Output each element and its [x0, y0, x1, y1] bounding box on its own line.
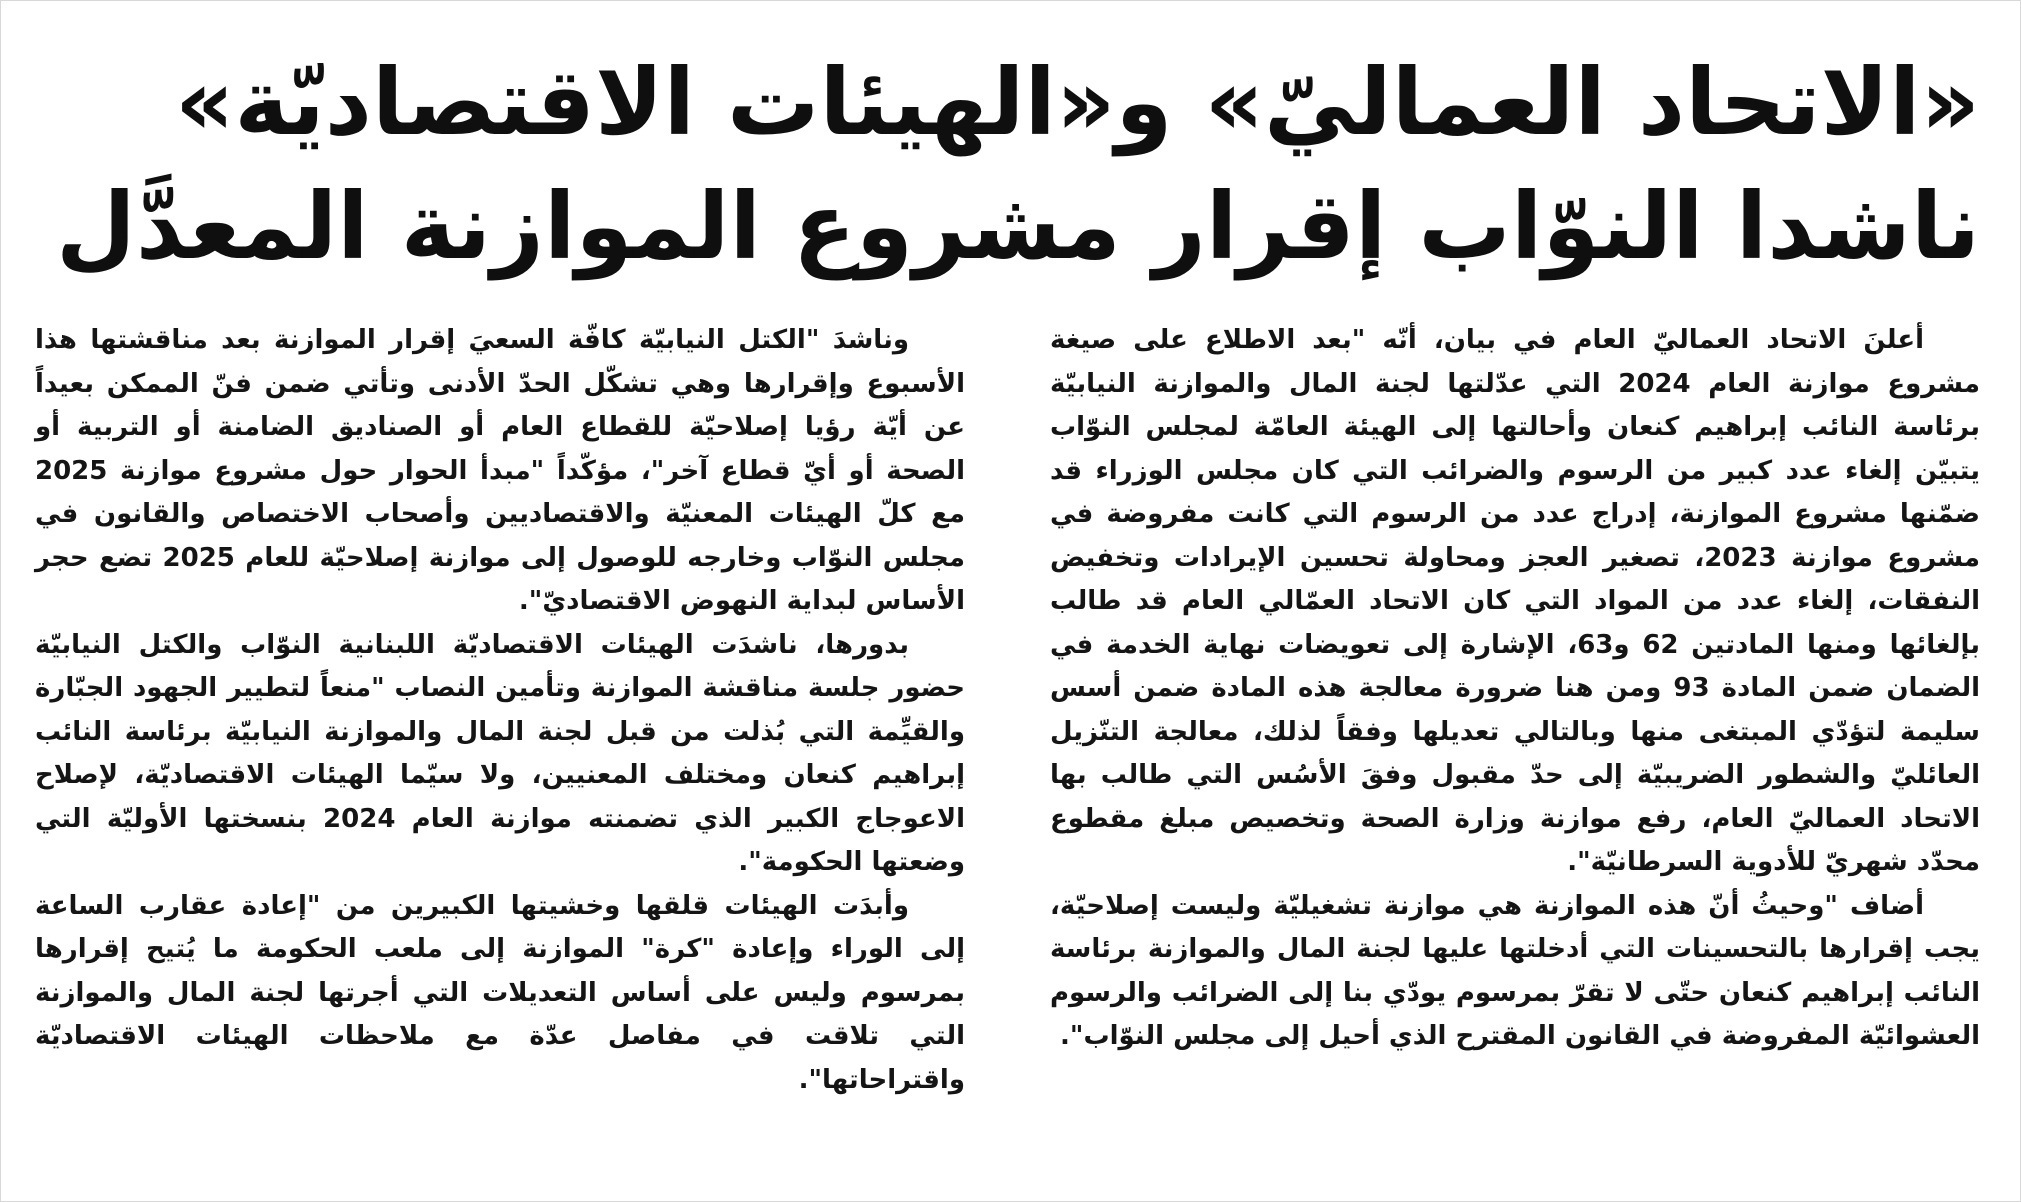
left-column-paragraph-3: وأبدَت الهيئات قلقها وخشيتها الكبيرين من "إعادة عقارب الساعة إلى الوراء وإعادة "كرة" الموازنة إلى ملعب الحكومة ما يُتيح إقرارها بمرسوم وليس على أساس التعديلات التي أجرتها لجنة المال والموازنة التي تلاقت في مفاصل عدّة مع ملاحظات الهيئات الاقتصاديّة واقتراحاتها". [35, 890, 965, 1095]
left-column-paragraph-1: وناشدَ "الكتل النيابيّة كافّة السعيَ إقرار الموازنة بعد مناقشتها هذا الأسبوع وإقرارها وهي تشكّل الحدّ الأدنى وتأتي ضمن فنّ الممكن بعيداً عن أيّة رؤيا إصلاحيّة للقطاع العام أو الصناديق الضامنة أو التربية أو الصحة أو أيّ قطاع آخر"، مؤكّداً "مبدأ الحوار حول مشروع موازنة 2025 مع كلّ الهيئات المعنيّة والاقتصاديين وأصحاب الاختصاص والقانون في مجلس النوّاب وخارجه للوصول إلى موازنة إصلاحيّة للعام 2025 تضع حجر الأساس لبداية النهوض الاقتصاديّ". [35, 325, 965, 616]
article-column-left [35, 319, 965, 1102]
article-column-right [1050, 319, 1980, 1059]
right-column-paragraph-1: أعلنَ الاتحاد العماليّ العام في بيان، أنّه "بعد الاطلاع على صيغة مشروع موازنة العام 2024 التي عدّلتها لجنة المال والموازنة النيابيّة برئاسة النائب إبراهيم كنعان وأحالتها إلى الهيئة العامّة لمجلس النوّاب يتبيّن إلغاء عدد كبير من الرسوم والضرائب التي كان مجلس الوزراء قد ضمّنها مشروع الموازنة، إدراج عدد من الرسوم التي كانت مفروضة في مشروع موازنة 2023، تصغير العجز ومحاولة تحسين الإيرادات وتخفيض النفقات، إلغاء عدد من المواد التي كان الاتحاد العمّالي العام قد طالب بإلغائها ومنها المادتين 62 و63، الإشارة إلى تعويضات نهاية الخدمة في الضمان ضمن المادة 93 ومن هنا ضرورة معالجة هذه المادة ضمن أسس سليمة لتؤدّي المبتغى منها وبالتالي تعديلها وفقاً لذلك، معالجة التنّزيل العائليّ والشطور الضريبيّة إلى حدّ مقبول وفقَ الأسُس التي طالب بها الاتحاد العماليّ العام، رفع موازنة وزارة الصحة وتخصيص مبلغ مقطوع محدّد شهريّ للأدوية السرطانيّة". [1050, 325, 1980, 877]
headline-line-1: «الاتحاد العماليّ» و«الهيئات الاقتصاديّة» [174, 49, 1980, 156]
right-column-paragraph-2: أضاف "وحيثُ أنّ هذه الموازنة هي موازنة تشغيليّة وليست إصلاحيّة، يجب إقرارها بالتحسينات التي أدخلتها عليها لجنة المال والموازنة برئاسة النائب إبراهيم كنعان حتّى لا تقرّ بمرسوم يودّي بنا إلى الضرائب والرسوم العشوائيّة المفروضة في القانون المقترح الذي أحيل إلى مجلس النوّاب". [1050, 890, 1980, 1051]
left-column-paragraph-2: بدورها، ناشدَت الهيئات الاقتصاديّة اللبنانية النوّاب والكتل النيابيّة حضور جلسة مناقشة الموازنة وتأمين النصاب "منعاً لتطيير الجهود الجبّارة والقيِّمة التي بُذلت من قبل لجنة المال والموازنة النيابيّة برئاسة النائب إبراهيم كنعان ومختلف المعنيين، ولا سيّما الهيئات الاقتصاديّة، لإصلاح الاعوجاج الكبير الذي تضمنته موازنة العام 2024 بنسختها الأوليّة التي وضعتها الحكومة". [35, 629, 966, 877]
headline-line-2: ناشدا النوّاب إقرار مشروع الموازنة المعدَّل [56, 173, 1980, 280]
article-headline [56, 41, 1980, 289]
